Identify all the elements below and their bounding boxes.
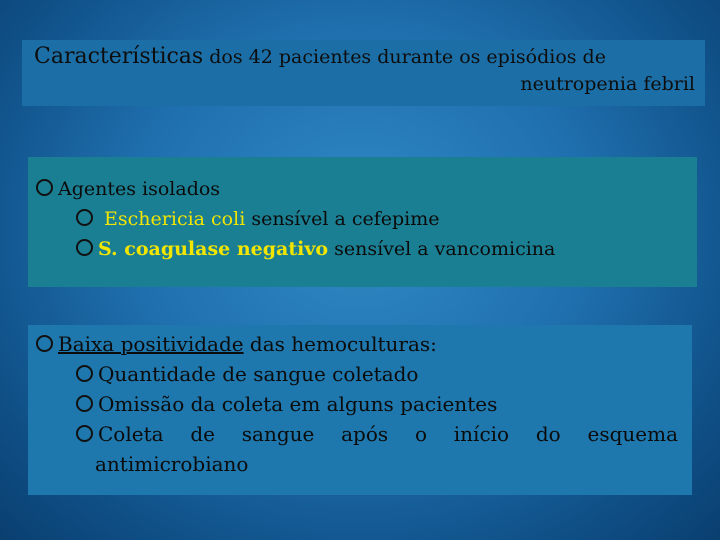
low-positivity-heading — [36, 329, 678, 359]
organism-name: Eschericia coli — [104, 208, 246, 230]
circle-bullet-icon — [76, 395, 93, 412]
isolated-agents-heading — [36, 174, 689, 204]
title-line-2: neutropenia febril — [520, 73, 695, 95]
circle-bullet-icon — [36, 179, 53, 196]
list-item — [36, 389, 678, 419]
title-rest: dos 42 pacientes durante os episódios de — [203, 46, 606, 68]
circle-bullet-icon — [76, 425, 93, 442]
isolated-agents-panel — [28, 157, 697, 287]
organism-name: S. coagulase negativo — [98, 238, 329, 260]
circle-bullet-icon — [76, 365, 93, 382]
word: do — [535, 422, 561, 446]
circle-bullet-icon — [76, 209, 93, 226]
word: esquema — [587, 422, 678, 446]
list-item — [36, 234, 689, 264]
list-item — [36, 359, 678, 389]
slide-title — [22, 40, 705, 106]
item-first-word — [76, 419, 164, 449]
heading-underlined: Baixa positividade — [58, 332, 244, 356]
word: início — [453, 422, 510, 446]
title-lead: Características — [34, 44, 204, 69]
list-item — [36, 204, 689, 234]
title-line-1 — [34, 43, 695, 71]
item-text: Omissão da coleta em alguns pacientes — [98, 392, 498, 416]
word: Coleta — [98, 422, 164, 446]
circle-bullet-icon — [76, 239, 93, 256]
word: após — [341, 422, 389, 446]
item-continuation: antimicrobiano — [95, 452, 249, 476]
low-positivity-panel — [28, 325, 692, 495]
heading-text: Agentes isolados — [58, 178, 221, 200]
item-text: Quantidade de sangue coletado — [98, 362, 419, 386]
word: sangue — [241, 422, 315, 446]
item-text: sensível a vancomicina — [328, 238, 556, 260]
circle-bullet-icon — [36, 335, 53, 352]
word: o — [414, 422, 427, 446]
item-text: sensível a cefepime — [245, 208, 440, 230]
word: de — [190, 422, 215, 446]
list-item — [36, 419, 678, 449]
heading-text: das hemoculturas: — [243, 332, 437, 356]
